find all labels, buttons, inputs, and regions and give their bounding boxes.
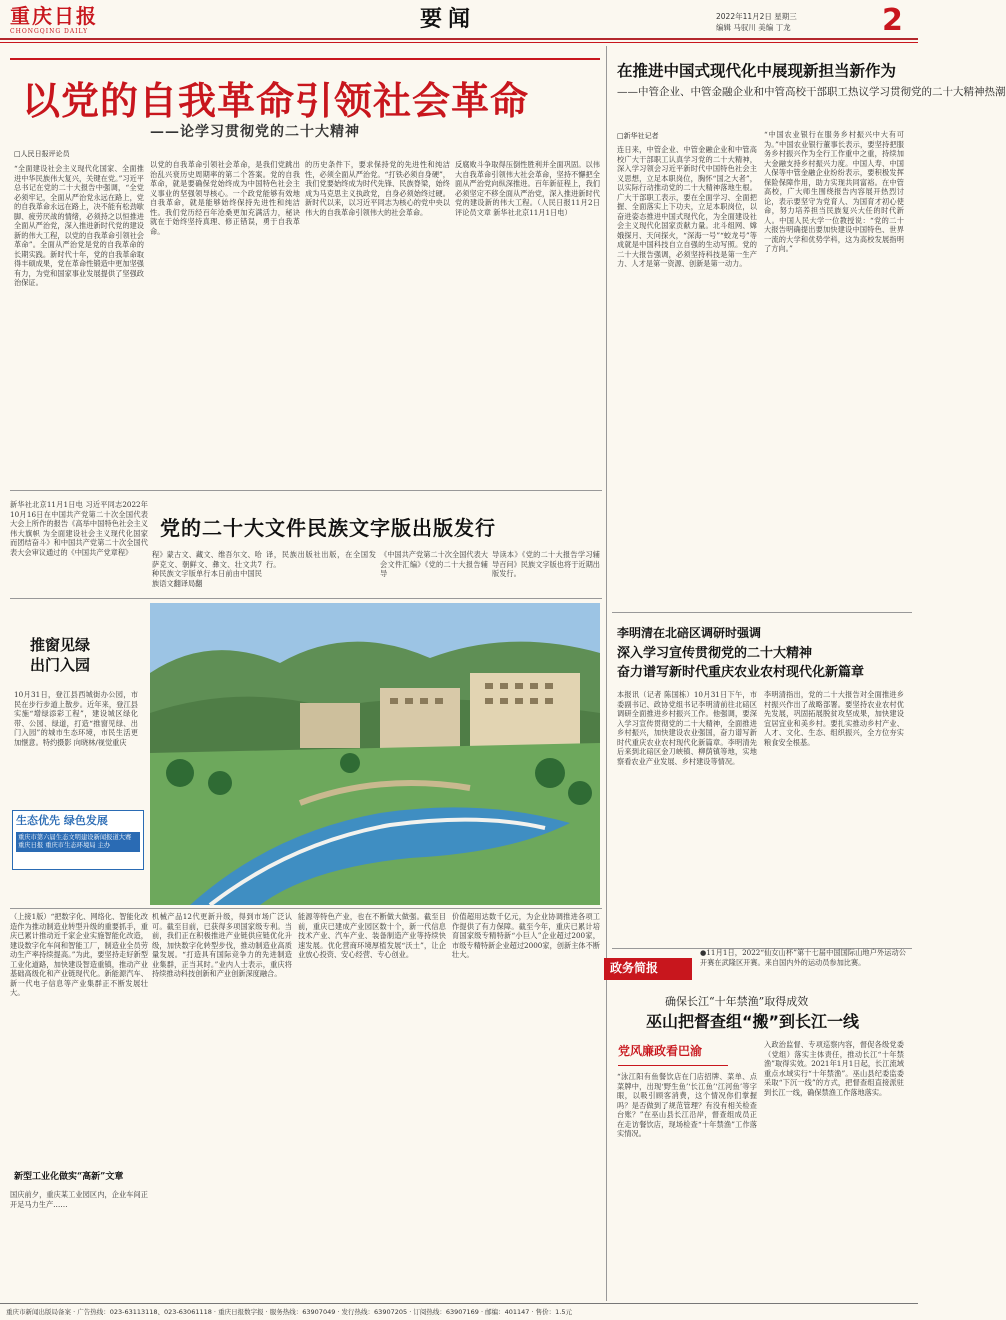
publication-column-4: 导读本》《党的二十大报告学习辅导百问》民族文字版也将于近期出版发行。 [492, 550, 600, 578]
lead-byline: □人民日报评论员 [14, 150, 70, 158]
photo-story-caption: 10月31日，登江县西城街办公园，市民在步行步道上散步。近年来，登江县实施“增绿添彩工程”，建设城区绿化带、公园、绿道，打造“推窗见绿、出门入园”的城市生态环境，市民生活更加惬意。特约摄影 向晓林/视觉重庆 [14, 690, 138, 747]
lead-subtitle: ——论学习贯彻党的二十大精神 [150, 124, 360, 140]
ad-subtitle: 重庆市第六届生态文明建设新闻报道大赛 重庆日报 重庆市生态环境局 主办 [16, 832, 140, 852]
lead-column-2: 以党的自我革命引领社会革命，是我们党跳出治乱兴衰历史周期率的第二个答案。党的自我革命，就是要确保党始终成为中国特色社会主义事业的坚强领导核心。一个政党能够有效地自我革命，就是能够始终保持先进性和纯洁性。我们党历经百年沧桑更加充满活力，秘诀就在于始终坚持真理、修正错误，勇于自我革命。 [150, 160, 300, 236]
wushan-column-2: 入政治监督、专项巡察内容，督促各级党委（党组）落实主体责任，推动长江“十年禁渔”取得实效。2021年1月1日起，长江流域重点水域实行“十年禁渔”。巫山县纪委监委采取“下沉一线”的方式，把督查组直接派驻到长江一线，确保禁渔工作落地落实。 [764, 1040, 904, 1097]
industry-subheading: 新型工业化做实“高新”文章 [14, 1172, 124, 1182]
divider-lead [10, 490, 602, 491]
li-article-column-1: 本报讯（记者 陈国栋）10月31日下午，市委副书记、政协党组书记李明清前往北碚区调研全面推进乡村振兴工作。他强调，要深入学习宣传贯彻党的二十大精神，全面推进乡村振兴，加快建设农业强国，奋力谱写新时代重庆农业农村现代化新篇章。李明清先后来到北碚区金刀峡镇、柳荫镇等地，实地察看农业产业发展、乡村建设等情况。 [617, 690, 757, 766]
park-photo-illustration [150, 603, 600, 905]
right-article-byline: □新华社记者 [617, 132, 659, 140]
divider-middle [10, 598, 602, 599]
industry-column-1: （上接1版）“把数字化、网络化、智能化改造作为推动制造业转型升级的重要抓手，重庆已累计推动近千家企业实施智能化改造，建设数字化车间和智能工厂，制造业全员劳动生产率持续提高。”为此，要坚持走好新型工业化道路，加快建设智造重镇，推动产业基础高级化和产业链现代化。新能源汽车、新一代电子信息等产业集群正不断发展壮大。 [10, 912, 148, 997]
industry-column-1b: 国庆前夕，重庆某工业园区内，企业车间正开足马力生产…… [10, 1190, 148, 1209]
lead-column-4: 反腐败斗争取得压倒性胜利并全面巩固。以伟大自我革命引领伟大社会革命，坚持不懈把全面从严治党向纵深推进。百年新征程上，我们必须坚定不移全面从严治党，深入推进新时代党的建设新的伟大工程。（人民日报11月2日评论员文章 新华社北京11月1日电） [455, 160, 600, 217]
publication-brief: 新华社北京11月1日电 习近平同志2022年10月16日在中国共产党第二十次全国代表大会上所作的报告《高举中国特色社会主义伟大旗帜 为全面建设社会主义现代化国家而团结奋斗》和中国共产党第二十次全国代表大会审议通过的《中国共产党章程》 [10, 500, 148, 557]
li-article-kicker: 李明清在北碚区调研时强调 [617, 626, 762, 640]
editors: 编辑 马驭川 美编 丁龙 [716, 23, 791, 32]
publication-title[interactable]: 党的二十大文件民族文字版出版发行 [160, 516, 496, 540]
integrity-tag: 党风廉政看巴渝 [618, 1044, 728, 1066]
lead-column-1: “全面建设社会主义现代化国家、全面推进中华民族伟大复兴，关键在党。”习近平总书记在党的二十大报告中强调，“全党必须牢记，全面从严治党永远在路上，党的自我革命永远在路上，决不能有松劲歇脚、疲劳厌战的情绪，必须持之以恒推进全面从严治党，深入推进新时代党的建设新的伟大工程，以党的自我革命引领社会革命”。全面从严治党是党的自我革命的长期实践。新时代十年，党的自我革命取得丰硕成果，党在革命性锻造中更加坚强有力，为党和国家事业发展提供了坚强政治保证。 [14, 164, 144, 287]
section-name: 要闻 [420, 6, 477, 32]
industry-column-4: 价值超用达数千亿元，为企业协调推进各项工作提供了有力保障。截至今年，重庆已累计培育国家级专精特新“小巨人”企业超过200家，市级专精特新企业超过2000家，创新主体不断壮大。 [452, 912, 600, 959]
wushan-kicker: 确保长江“十年禁渔”取得成效 [665, 995, 809, 1008]
li-article-column-2: 李明清指出，党的二十大报告对全面推进乡村振兴作出了战略部署。要坚持农业农村优先发展，巩固拓展脱贫攻坚成果，加快建设宜居宜业和美乡村。要扎实推动乡村产业、人才、文化、生态、组织振兴，全方位夯实粮食安全根基。 [764, 690, 904, 747]
politics-brief: ●11月1日，2022“仙女山杯”第十七届中国国际山地户外运动公开赛在武隆区开赛。来自国内外的运动员参加比赛。 [700, 948, 906, 967]
right-article-subtitle: ——中管企业、中管金融企业和中管高校干部职工热议学习贯彻党的二十大精神热潮 [617, 86, 1006, 98]
right-article-title[interactable]: 在推进中国式现代化中展现新担当新作为 [617, 62, 897, 80]
header-rule [0, 38, 918, 40]
footer: 重庆市新闻出版局备案 · 广告热线：023-63113118、023-63061118 · 重庆日报数字报 · 服务热线：63907049 · 发行热线：63907205 · 订阅热线：63907169 · 邮编：401147 · 售价：1.5元 [0, 1303, 918, 1320]
right-article-column-1: 连日来，中管企业、中管金融企业和中管高校广大干部职工认真学习党的二十大精神，深入学习领会习近平新时代中国特色社会主义思想，立足本职岗位，胸怀“国之大者”，以实际行动推动党的二十大精神落地生根。广大干部职工表示，要在全面学习、全面把握、全面落实上下功夫，立足本职岗位，以奋进姿态推进中国式现代化，为全面建设社会主义现代化国家贡献力量。北斗组网、嫦娥探月、天问探火，“深海一号”“蛟龙号”等成就是中国科技自立自强的生动写照。党的二十大报告强调，必须坚持科技是第一生产力、人才是第一资源、创新是第一动力。 [617, 145, 757, 268]
li-article-title[interactable]: 深入学习宣传贯彻党的二十大精神 [617, 646, 813, 661]
masthead-subtitle: CHONGQING DAILY [10, 28, 89, 35]
photo-story-title[interactable]: 推窗见绿 出门入园 [30, 636, 91, 675]
publication-column-2: 译，民族出版社出版，在全国发行。 [266, 550, 376, 569]
publication-column-3: 《中国共产党第二十次全国代表大会文件汇编》《党的二十大报告辅导 [380, 550, 488, 578]
divider-right-mid [612, 612, 912, 613]
right-article-column-2: “中国农业银行在服务乡村振兴中大有可为。”中国农业银行董事长表示，要坚持把服务乡村振兴作为全行工作重中之重，持续加大金融支持乡村振兴力度。中国人寿、中国人保等中管金融企业纷纷表示，要积极发挥保险保障作用，助力实现共同富裕。在中管高校，广大师生围绕报告内容展开热烈讨论，表示要坚守为党育人、为国育才初心使命，努力培养担当民族复兴大任的时代新人。中国人民大学一位教授说：“党的二十大报告明确提出要加快建设中国特色、世界一流的大学和优势学科，这为高校发展指明了方向。” [764, 130, 904, 253]
lead-column-3: 的历史条件下，要求保持党的先进性和纯洁性，必须全面从严治党。“打铁必须自身硬”，我们党要始终成为时代先锋、民族脊梁，始终成为马克思主义执政党，自身必须始终过硬。新时代以来，以习近平同志为核心的党中央以伟大的自我革命引领伟大的社会革命。 [305, 160, 450, 217]
header-rule-thin [0, 42, 918, 43]
wushan-title[interactable]: 巫山把督查组“搬”到长江一线 [646, 1012, 860, 1031]
divider-photo [10, 908, 602, 909]
wushan-column-1: “泳江阳有鱼餐饮店在门店招牌、菜单、点菜牌中，出现‘野生鱼’‘长江鱼’‘江河鱼’等字眼，以吸引顾客消费，这个情况你们掌握吗？是否做到了规范管理？有没有相关检查台账？”在巫山县长江沿岸，督查组成员正在走访餐饮店，现场检查“十年禁渔”工作落实情况。 [617, 1072, 757, 1138]
industry-column-2: 机械产品12代更新升级，得到市场广泛认可。截至目前，已获得多项国家级专利。当前，我们正在积极推进产业链供应链优化升级，加快数字化转型步伐，推动制造业高质量发展。“打造具有国际竞争力的先进制造业集群，正当其时。”业内人士表示，重庆将持续推动科技创新和产业创新深度融合。 [152, 912, 292, 978]
page-number: 2 [882, 3, 903, 38]
lead-title[interactable]: 以党的自我革命引领社会革命 [22, 79, 530, 123]
issue-date: 2022年11月2日 星期三 [716, 12, 797, 21]
li-article-title-2[interactable]: 奋力谱写新时代重庆农业农村现代化新篇章 [617, 665, 865, 680]
politics-tag: 政务简报 [604, 958, 692, 980]
column-divider-main [606, 46, 607, 1301]
park-photo [150, 603, 600, 905]
industry-column-3: 能源等特色产业，也在不断做大做强。截至目前，重庆已建成产业园区数十个，新一代信息技术产业、汽车产业、装备制造产业等持续快速发展。优化营商环境厚植发展“沃土”，让企业放心投资、安心经营、专心创业。 [298, 912, 446, 959]
publication-column-1: 程》蒙古文、藏文、维吾尔文、哈萨克文、朝鲜文、彝文、壮文共7种民族文字版单行本日前由中国民族语文翻译局翻 [152, 550, 262, 588]
masthead-logo: 重庆日报 [10, 4, 98, 28]
ad-title: 生态优先 绿色发展 [16, 814, 108, 827]
